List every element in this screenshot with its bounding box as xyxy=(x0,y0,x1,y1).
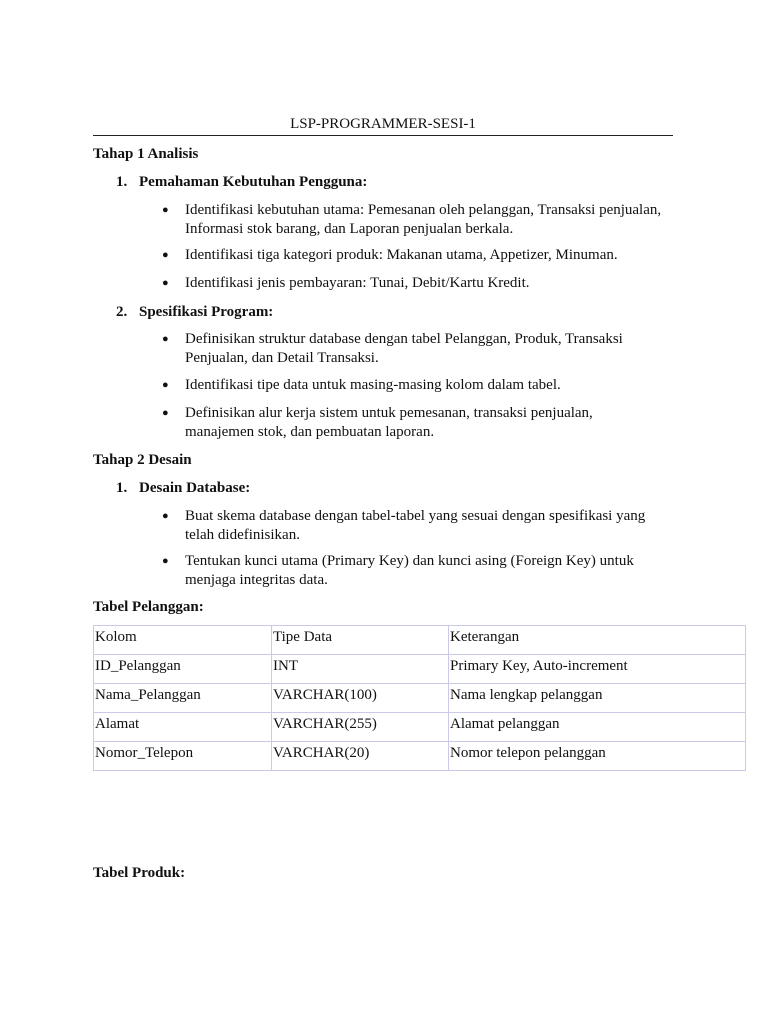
numbered-item-spesifikasi xyxy=(116,303,273,322)
table-cell: ID_Pelanggan xyxy=(94,655,272,684)
table-cell: VARCHAR(100) xyxy=(272,684,449,713)
bullet-text: Tentukan kunci utama (Primary Key) dan kunci asing (Foreign Key) untuk menjaga integritas data. xyxy=(185,553,634,588)
bullet-icon: ● xyxy=(162,204,169,216)
bullet-text: Definisikan struktur database dengan tabel Pelanggan, Produk, Transaksi Penjualan, dan Detail Transaksi. xyxy=(185,331,623,366)
bullet-icon: ● xyxy=(162,277,169,289)
tabel-pelanggan xyxy=(93,625,746,771)
item-label: Pemahaman Kebutuhan Pengguna: xyxy=(139,174,368,190)
table-row xyxy=(94,713,746,742)
numbered-item-pemahaman xyxy=(116,173,367,192)
table-cell: VARCHAR(20) xyxy=(272,742,449,771)
item-number: 1. xyxy=(116,480,128,496)
bullet-icon: ● xyxy=(162,333,169,345)
document-title: LSP-PROGRAMMER-SESI-1 xyxy=(290,116,476,132)
table-header-cell: Kolom xyxy=(94,626,272,655)
bullet-icon: ● xyxy=(162,249,169,261)
bullet-text: Identifikasi jenis pembayaran: Tunai, Debit/Kartu Kredit. xyxy=(185,275,530,291)
bullet-icon: ● xyxy=(162,379,169,391)
table-header-cell: Tipe Data xyxy=(272,626,449,655)
table-header-cell: Keterangan xyxy=(449,626,746,655)
table-cell: INT xyxy=(272,655,449,684)
title-underline xyxy=(93,135,673,136)
section-heading-tahap-1: Tahap 1 Analisis xyxy=(93,146,199,162)
table-row xyxy=(94,742,746,771)
bullet-icon: ● xyxy=(162,555,169,567)
table-row xyxy=(94,684,746,713)
item-label: Desain Database: xyxy=(139,480,251,496)
table-heading-pelanggan: Tabel Pelanggan: xyxy=(93,599,204,615)
table-cell: Nama_Pelanggan xyxy=(94,684,272,713)
numbered-item-desain-database xyxy=(116,479,250,498)
bullet-text: Definisikan alur kerja sistem untuk pemesanan, transaksi penjualan, manajemen stok, dan pembuatan laporan. xyxy=(185,405,593,440)
table-cell: Primary Key, Auto-increment xyxy=(449,655,746,684)
bullet-text: Identifikasi tipe data untuk masing-masing kolom dalam tabel. xyxy=(185,377,561,393)
table-cell: Alamat xyxy=(94,713,272,742)
item-number: 2. xyxy=(116,304,128,320)
bullet-text: Identifikasi tiga kategori produk: Makanan utama, Appetizer, Minuman. xyxy=(185,247,618,263)
bullet-icon: ● xyxy=(162,510,169,522)
table-heading-produk: Tabel Produk: xyxy=(93,865,186,881)
item-number: 1. xyxy=(116,174,128,190)
table-header-row xyxy=(94,626,746,655)
table-cell: Nama lengkap pelanggan xyxy=(449,684,746,713)
bullet-icon: ● xyxy=(162,407,169,419)
table-cell: VARCHAR(255) xyxy=(272,713,449,742)
item-label: Spesifikasi Program: xyxy=(139,304,274,320)
section-heading-tahap-2: Tahap 2 Desain xyxy=(93,452,192,468)
table-cell: Nomor_Telepon xyxy=(94,742,272,771)
table-cell: Nomor telepon pelanggan xyxy=(449,742,746,771)
table-cell: Alamat pelanggan xyxy=(449,713,746,742)
table-row xyxy=(94,655,746,684)
bullet-text: Identifikasi kebutuhan utama: Pemesanan oleh pelanggan, Transaksi penjualan, Informasi stok barang, dan Laporan penjualan berkala. xyxy=(185,202,662,237)
bullet-text: Buat skema database dengan tabel-tabel yang sesuai dengan spesifikasi yang telah didefinisikan. xyxy=(185,508,646,543)
